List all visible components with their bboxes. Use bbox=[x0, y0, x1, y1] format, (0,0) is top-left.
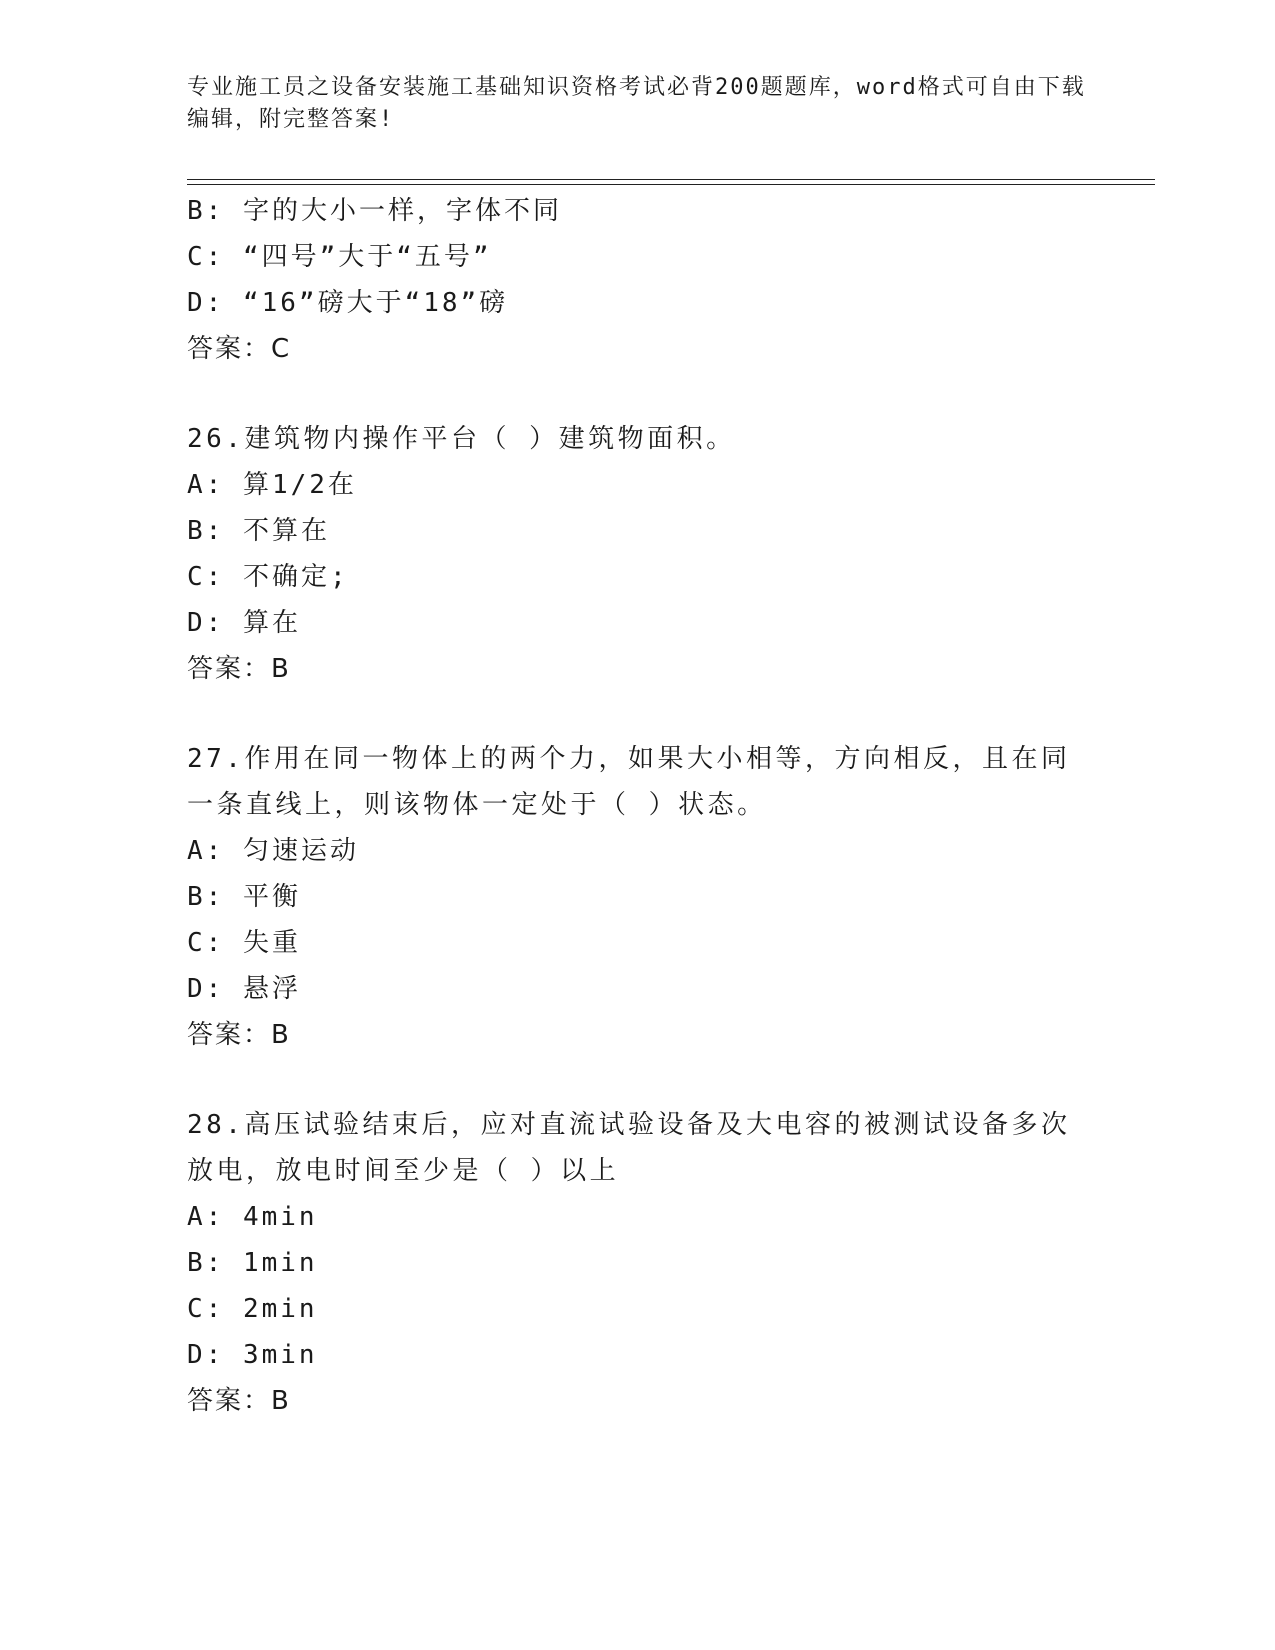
option-a: A: 匀速运动 bbox=[187, 836, 359, 866]
question-26 bbox=[187, 416, 1087, 692]
option-b: B: 不算在 bbox=[187, 516, 330, 546]
option-d: D: 悬浮 bbox=[187, 974, 301, 1004]
option-c: C: 失重 bbox=[187, 928, 301, 958]
question-content bbox=[187, 188, 1087, 1424]
option-c: C: 2min bbox=[187, 1294, 318, 1324]
question-stem: 28.高压试验结束后，应对直流试验设备及大电容的被测试设备多次放电，放电时间至少是（ ）以上 bbox=[187, 1110, 1071, 1186]
option-b: B: 字的大小一样，字体不同 bbox=[187, 196, 562, 226]
option-d: D: “16”磅大于“18”磅 bbox=[187, 288, 509, 318]
option-a: A: 4min bbox=[187, 1202, 318, 1232]
header-divider-top bbox=[187, 179, 1155, 180]
option-b: B: 1min bbox=[187, 1248, 318, 1278]
answer-text: 答案：B bbox=[187, 1386, 291, 1416]
question-27 bbox=[187, 736, 1087, 1058]
option-c: C: “四号”大于“五号” bbox=[187, 242, 492, 272]
answer-text: 答案：B bbox=[187, 1020, 291, 1050]
header-divider-bottom bbox=[187, 184, 1155, 185]
option-c: C: 不确定; bbox=[187, 562, 349, 592]
document-header-title: 专业施工员之设备安装施工基础知识资格考试必背200题题库，word格式可自由下载编辑，附完整答案! bbox=[187, 75, 1086, 132]
option-d: D: 算在 bbox=[187, 608, 301, 638]
question-stem: 27.作用在同一物体上的两个力，如果大小相等，方向相反，且在同一条直线上，则该物体一定处于（ ）状态。 bbox=[187, 744, 1071, 820]
option-d: D: 3min bbox=[187, 1340, 318, 1370]
option-a: A: 算1/2在 bbox=[187, 470, 357, 500]
answer-text: 答案：C bbox=[187, 334, 292, 364]
question-25-continued bbox=[187, 188, 1087, 372]
question-28 bbox=[187, 1102, 1087, 1424]
question-stem: 26.建筑物内操作平台（ ）建筑物面积。 bbox=[187, 424, 736, 454]
answer-text: 答案：B bbox=[187, 654, 291, 684]
option-b: B: 平衡 bbox=[187, 882, 301, 912]
